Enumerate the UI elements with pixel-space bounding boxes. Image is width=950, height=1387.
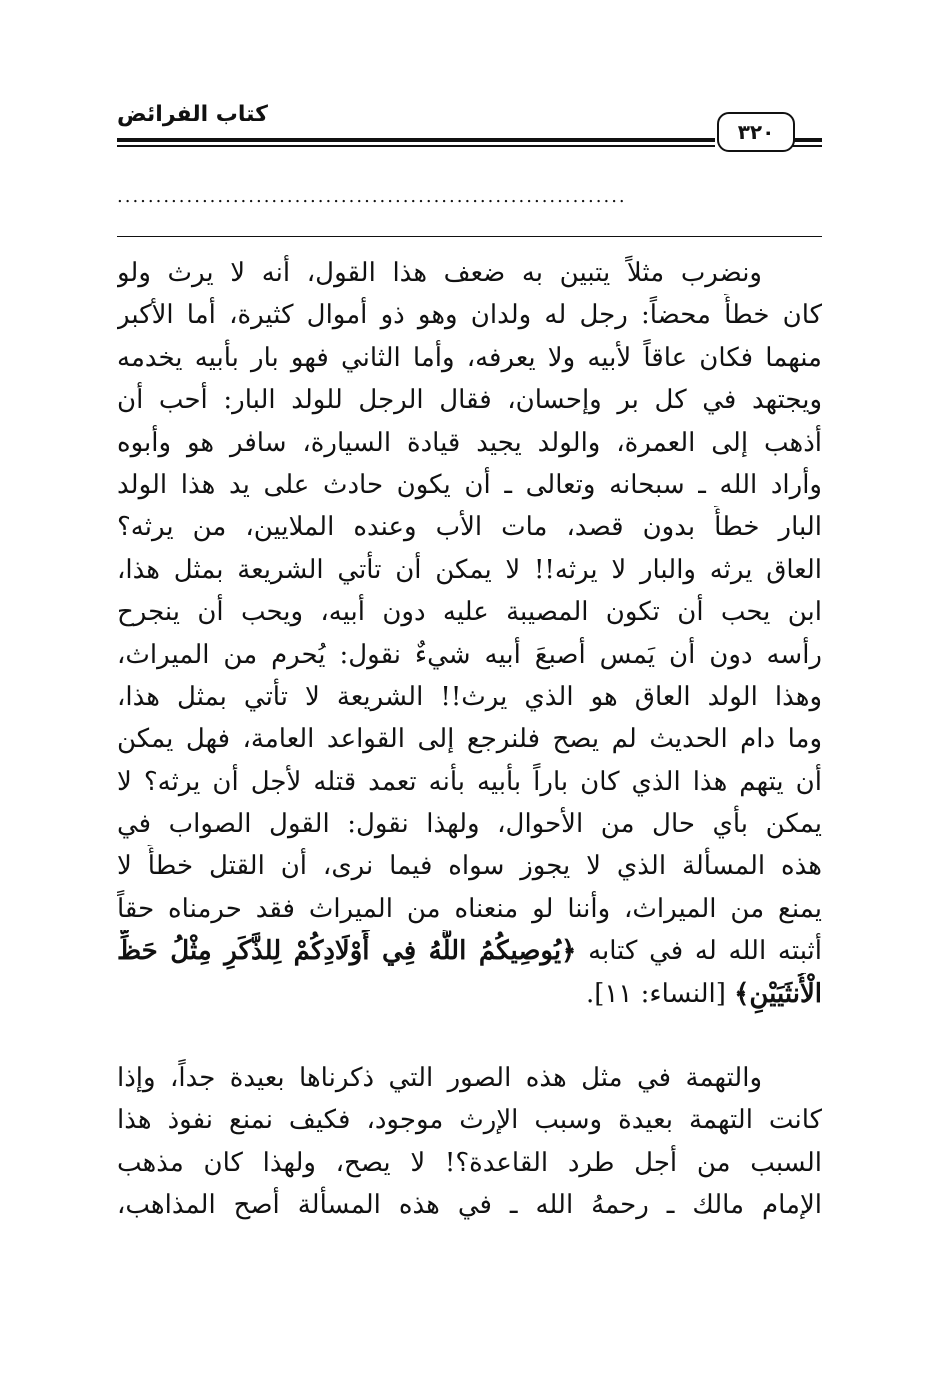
header-rule-thick-right <box>792 138 822 142</box>
body-text <box>117 252 822 1227</box>
text-line: ونضرب مثلاً يتبين به ضعف هذا القول، أنه لا يرث ولو <box>117 258 762 288</box>
text-line: كانت التهمة بعيدة وسبب الإرث موجود، فكيف نمنع نفوذ هذا <box>117 1105 822 1136</box>
text-line: كان خطأً محضاً: رجل له ولدان وهو ذو أموال كثيرة، أما الأكبر <box>117 300 822 331</box>
book-title: كتاب الفرائض <box>117 102 268 127</box>
verse-end-line <box>117 973 822 1015</box>
text-line: وأراد الله ـ سبحانه وتعالى ـ أن يكون حادث على يد هذا الولد <box>117 469 822 500</box>
text-line: البار خطأً بدون قصد، مات الأب وعنده الملايين، من يرثه؟ <box>117 512 822 543</box>
page-number: ٣٢٠ <box>717 112 795 152</box>
section-divider <box>117 236 822 237</box>
verse-line <box>117 930 822 972</box>
text-line: ويجتهد في كل بر وإحسان، فقال الرجل للولد البار: أحب أن <box>117 385 822 416</box>
text-line: أن يتهم هذا الذي كان باراً بأبيه بأنه تعمد قتله لأجل أن يرثه؟ لا <box>117 766 822 797</box>
text-line: الإمام مالك ـ رحمهُ الله ـ في هذه المسألة أصح المذاهب، <box>117 1190 822 1221</box>
text-line: منهما فكان عاقاً لأبيه ولا يعرفه، وأما الثاني فهو بار بأبيه يخدمه <box>117 342 822 373</box>
text-line: رأسه دون أن يَمس أصبعَ أبيه شيءٌ نقول: يُحرم من الميراث، <box>117 639 822 670</box>
text-line: وهذا الولد العاق هو الذي يرث!! الشريعة لا تأتي بمثل هذا، <box>117 681 822 712</box>
text-line: هذه المسألة الذي لا يجوز سواه فيما نرى، أن القتل خطأً لا <box>117 851 822 882</box>
header-rule-thick <box>117 138 715 142</box>
text-line: ابن يحب أن تكون المصيبة عليه دون أبيه، ويحب أن ينجرح <box>117 597 822 628</box>
text-line: وما دام الحديث لم يصح فلنرجع إلى القواعد العامة، فهل يمكن <box>117 724 822 755</box>
quran-verse: ﴿يُوصِيكُمُ اللَّهُ فِي أَوْلَادِكُمْ لِلذَّكَرِ مِثْلُ حَظِّ <box>117 936 577 967</box>
text-line: يمكن بأي حال من الأحوال، ولهذا نقول: القول الصواب في <box>117 809 822 840</box>
text-line: السبب من أجل طرد القاعدة؟! لا يصح، ولهذا كان مذهب <box>117 1147 822 1178</box>
text-line: والتهمة في مثل هذه الصور التي ذكرناها بعيدة جداً، وإذا <box>117 1063 763 1094</box>
text-line: أذهب إلى العمرة، والولد يجيد قيادة السيارة، سافر هو وأبوه <box>117 427 822 458</box>
header-rule-thin-right <box>792 145 822 147</box>
header-rule-thin <box>117 145 715 147</box>
text-line: يمنع من الميراث، وأننا لو منعناه من الميراث فقد حرمناه حقاً <box>117 893 822 924</box>
paragraph-gap <box>117 1015 822 1057</box>
page-header <box>117 100 822 160</box>
text-line: العاق يرثه والبار لا يرثه!! لا يمكن أن تأتي الشريعة بمثل هذا، <box>117 554 822 585</box>
dotted-separator: .................................................................. <box>117 186 627 207</box>
quran-verse-end: الْأُنثَيَيْنِ﴾ <box>734 978 822 1009</box>
verse-line-prefix: أثبته الله له في كتابه <box>588 936 822 967</box>
verse-reference: [النساء: ١١]. <box>586 978 726 1009</box>
